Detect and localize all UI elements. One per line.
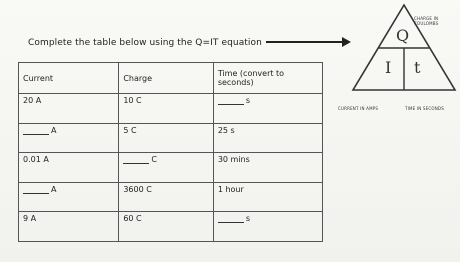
current-symbol: I xyxy=(385,58,392,77)
header-time: Time (convert to seconds) xyxy=(213,63,322,94)
table-row xyxy=(19,153,323,183)
table-row xyxy=(19,123,323,153)
instruction-text: Complete the table below using the Q=IT equation xyxy=(28,38,262,48)
unit-label: s xyxy=(245,214,250,224)
unit-label: C xyxy=(151,155,157,165)
cell-current xyxy=(19,123,119,153)
answer-blank[interactable] xyxy=(23,126,49,135)
cell-charge: 3600 C xyxy=(119,182,214,212)
cell-current xyxy=(19,182,119,212)
cell-time xyxy=(213,212,322,242)
charge-label: CHARGE IN COULOMBS xyxy=(414,16,439,26)
cell-current: 0.01 A xyxy=(19,153,119,183)
unit-label: s xyxy=(245,96,250,105)
current-label: CURRENT IN AMPS xyxy=(338,106,379,111)
time-label: TIME IN SECONDS xyxy=(405,106,444,111)
cell-charge: 10 C xyxy=(119,94,214,124)
cell-current: 20 A xyxy=(19,94,119,124)
header-charge: Charge xyxy=(119,63,214,94)
arrow-line xyxy=(266,41,344,43)
table-row xyxy=(19,182,323,212)
cell-charge: 60 C xyxy=(119,212,214,242)
time-symbol: t xyxy=(414,58,421,77)
header-current: Current xyxy=(19,63,119,94)
answer-blank[interactable] xyxy=(23,185,49,194)
answer-blank[interactable] xyxy=(218,96,244,105)
answer-blank[interactable] xyxy=(123,155,149,164)
cell-charge: 5 C xyxy=(119,123,214,153)
cell-time: 1 hour xyxy=(213,182,322,212)
answer-blank[interactable] xyxy=(218,214,244,223)
unit-label: A xyxy=(51,184,57,194)
qit-triangle xyxy=(338,2,458,112)
cell-time: 25 s xyxy=(213,123,322,153)
unit-label: A xyxy=(51,125,57,135)
cell-charge xyxy=(119,153,214,183)
cell-time: 30 mins xyxy=(213,153,322,183)
table-row xyxy=(19,212,323,242)
qit-table xyxy=(18,62,323,242)
table-row xyxy=(19,94,323,124)
cell-time xyxy=(213,94,322,124)
charge-symbol: Q xyxy=(396,26,410,45)
table-header-row xyxy=(19,63,323,94)
cell-current: 9 A xyxy=(19,212,119,242)
